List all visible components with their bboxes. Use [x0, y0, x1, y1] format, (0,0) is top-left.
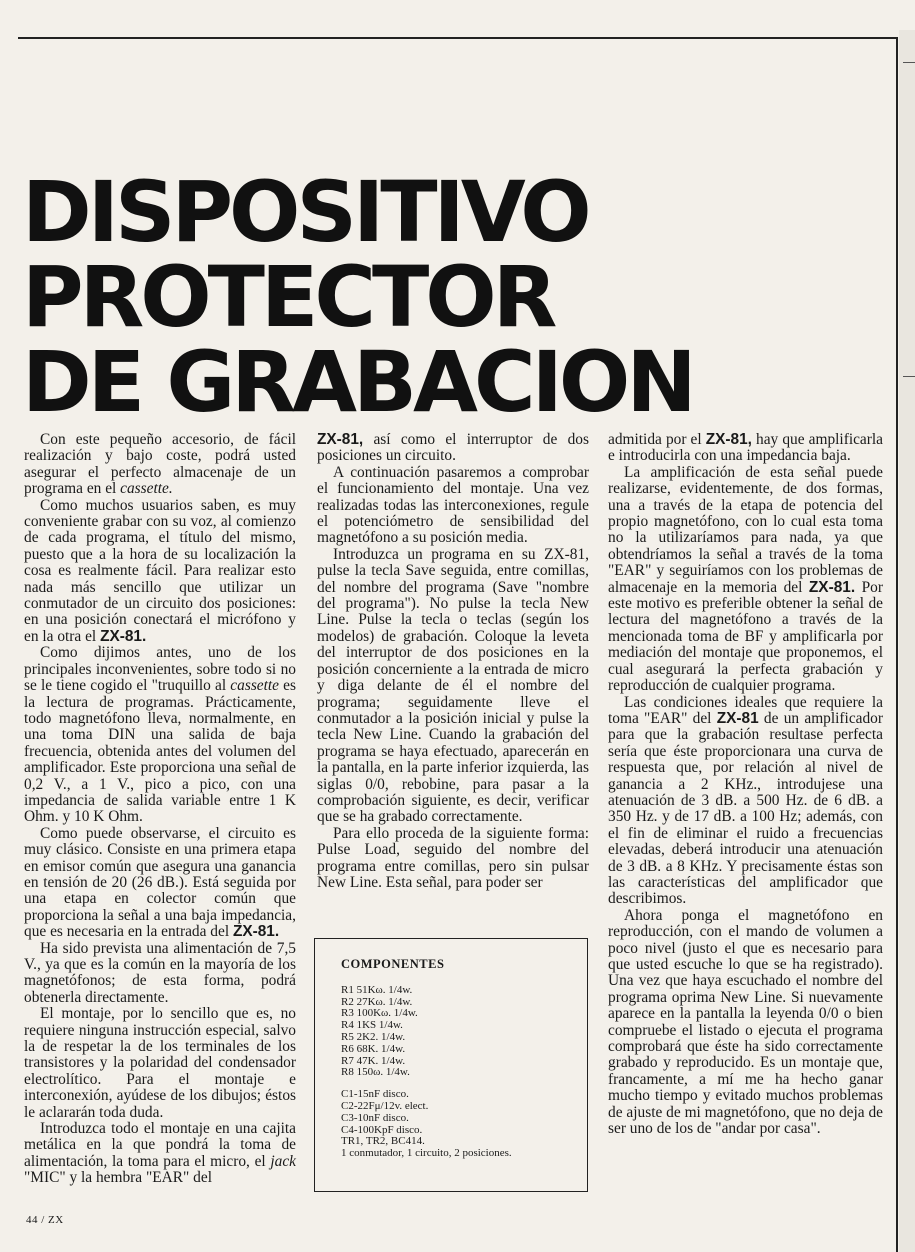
text-column-1	[24, 432, 296, 1187]
paragraph: admitida por el ZX-81, hay que amplificarla e introducirla con una impedancia baja.	[608, 431, 883, 465]
text-column-2	[317, 432, 589, 891]
title-line: DISPOSITIVO	[22, 163, 588, 261]
component-item: R3 100Kω. 1/4w.	[341, 1007, 418, 1020]
paragraph: Para ello proceda de la siguiente forma: Pulse Load, seguido del nombre del programa entre comillas, pero sin pulsar New Line. Esta señal, para poder ser	[317, 824, 589, 891]
component-item: R4 1KS 1/4w.	[341, 1019, 403, 1032]
title-line: DE GRABACION	[22, 333, 693, 431]
component-item: R7 47K. 1/4w.	[341, 1054, 406, 1067]
article-title	[22, 163, 892, 431]
edge-mark	[903, 376, 915, 377]
paragraph: La amplificación de esta señal puede realizarse, evidentemente, de dos formas, una a través de la etapa de potencia del propio magnetófono, con lo cual esta toma no la utilizaríamos para nada, ya que obtendríamos la señal a través de la toma "EAR" y seguiríamos con los problemas de almacenaje en la memoria del ZX-81. Por este motivo es preferible obtener la señal de lectura del magnetófono a través de la mencionada toma de BF y amplificarla por mediación del montaje que proponemos, el cual asegurará la perfecta grabación y reproducción de cualquier programa.	[608, 463, 883, 695]
paragraph: Como puede observarse, el circuito es muy clásico. Consiste en una primera etapa en emisor común que asegura una ganancia en tensión de 20 (26 dB.). Está seguida por una etapa en colector común que proporciona la señal a una baja impedancia, que es necesaria en la entrada del ZX-81.	[24, 824, 296, 941]
component-item: R6 68K. 1/4w.	[341, 1042, 406, 1055]
paragraph: Las condiciones ideales que requiere la toma "EAR" del ZX-81 de un amplificador para que la grabación resultase perfecta sería que éste proporcionara una curva de respuesta que, por relación al nivel de ganancia a 2 KHz., introdujese una atenuación de 3 dB. a 500 Hz. de 6 dB. a 350 Hz. y de 17 dB. a 100 Hz; además, con el fin de eliminar el ruido a frecuencias elevadas, deberá introducir una atenuación de 3 dB. a 8 KHz. Y precisamente éstas son las características del amplificador que describimos.	[608, 693, 884, 908]
paragraph: Ha sido prevista una alimentación de 7,5 V., ya que es la común en la mayoría de los magnetófonos; de esta forma, podrá obtenerla directamente.	[24, 939, 296, 1006]
title-line: PROTECTOR	[22, 248, 554, 346]
paragraph: ZX-81, así como el interruptor de dos posiciones un circuito.	[317, 431, 589, 465]
other-components-list	[341, 1089, 587, 1160]
components-heading: COMPONENTES	[341, 957, 445, 971]
component-item: R5 2K2. 1/4w.	[341, 1030, 406, 1043]
paragraph: Introduzca un programa en su ZX-81, pulse la tecla Save seguida, entre comillas, del nombre del programa (Save "nombre del programa"). No pulse la tecla New Line. Pulse la tecla o teclas (según los modelos) de grabación. Coloque la leveta del interruptor de dos posiciones en la posición concerniente a la entrada de micro y diga delante de él el nombre del programa; seguidamente lleve el conmutador a la posición inicial y pulse la tecla New Line. Cuando la grabación del programa se haya efectuado, aparecerán en la pantalla, en la parte inferior izquierda, las siglas 0/0, rebobine, para pasar a la comprobación siguiente, es decir, verificar que se ha grabado correctamente.	[317, 545, 589, 826]
top-rule	[18, 37, 896, 39]
component-item: R8 150ω. 1/4w.	[341, 1066, 410, 1079]
component-item: TR1, TR2, BC414.	[341, 1135, 425, 1148]
paragraph: A continuación pasaremos a comprobar el funcionamiento del montaje. Una vez realizadas todas las interconexiones, regule el potenciómetro de sensibilidad del magnetófono a su posición media.	[317, 463, 589, 547]
right-rule	[896, 37, 898, 1252]
paragraph: Ahora ponga el magnetófono en reproducción, con el mando de volumen a poco nivel (justo el que es necesario para que usted escuche lo que se ha registrado). Una vez que haya escuchado el nombre del programa oprima New Line. Si nuevamente aparece en la pantalla la leyenda 0/0 o bien compruebe el listado o ejecuta el programa comprobará que éste ha sido correctamente grabado y reproducido. Es un montaje que, francamente, a mí me ha hecho ganar mucho tiempo y evitado muchos problemas de ajuste de mi magnetófono, que no deja de ser uno de los de "andar por casa".	[608, 906, 883, 1138]
component-item: C3-10nF disco.	[341, 1111, 409, 1124]
page-folio: 44 / ZX	[26, 1214, 64, 1226]
components-box	[314, 938, 588, 1192]
component-item: 1 conmutador, 1 circuito, 2 posiciones.	[341, 1147, 512, 1160]
paragraph: Como dijimos antes, uno de los principales inconvenientes, sobre todo si no se le tiene cogido el "truquillo al cassette es la lectura de programas. Prácticamente, todo magnetófono lleva, normalmente, en una toma DIN una salida de baja frecuencia, obtenida antes del volumen del amplificador. Este proporciona una señal de 0,2 V., a 1 V., pico a pico, con una impedancia de salida variable entre 1 K Ohm. y 10 K Ohm.	[24, 644, 297, 826]
component-item: R1 51Kω. 1/4w.	[341, 983, 413, 996]
paragraph: Con este pequeño accesorio, de fácil realización y bajo coste, podrá usted asegurar el perfecto almacenaje de un programa en el cassette.	[24, 431, 296, 498]
adjacent-page-edge	[899, 30, 915, 1252]
paragraph: El montaje, por lo sencillo que es, no requiere ninguna instrucción especial, salvo la de respetar la de los terminales de los transistores y la polaridad del condensador electrolítico. Para el montaje e interconexión, ayúdese de los dibujos; éstos le aclararán toda duda.	[24, 1005, 296, 1121]
component-item: C4-100KpF disco.	[341, 1123, 423, 1136]
resistor-list	[341, 985, 587, 1079]
paragraph: Como muchos usuarios saben, es muy conveniente grabar con su voz, al comienzo de cada programa, el título del mismo, puesto que a la hora de su localización la cosa es realmente fácil. Para realizar esto nada más sencillo que utilizar un conmutador de un circuito dos posiciones: en una posición conectará el micrófono y en la otra el ZX-81.	[24, 496, 296, 645]
component-item: R2 27Kω. 1/4w.	[341, 995, 413, 1008]
edge-mark	[903, 62, 915, 63]
text-column-3	[608, 432, 883, 1137]
component-item: C1-15nF disco.	[341, 1088, 409, 1101]
paragraph: Introduzca todo el montaje en una cajita metálica en la que pondrá la toma de alimentación, la toma para el micro, el jack "MIC" y la hembra "EAR" del	[24, 1120, 296, 1187]
component-item: C2-22Fμ/12v. elect.	[341, 1099, 429, 1112]
